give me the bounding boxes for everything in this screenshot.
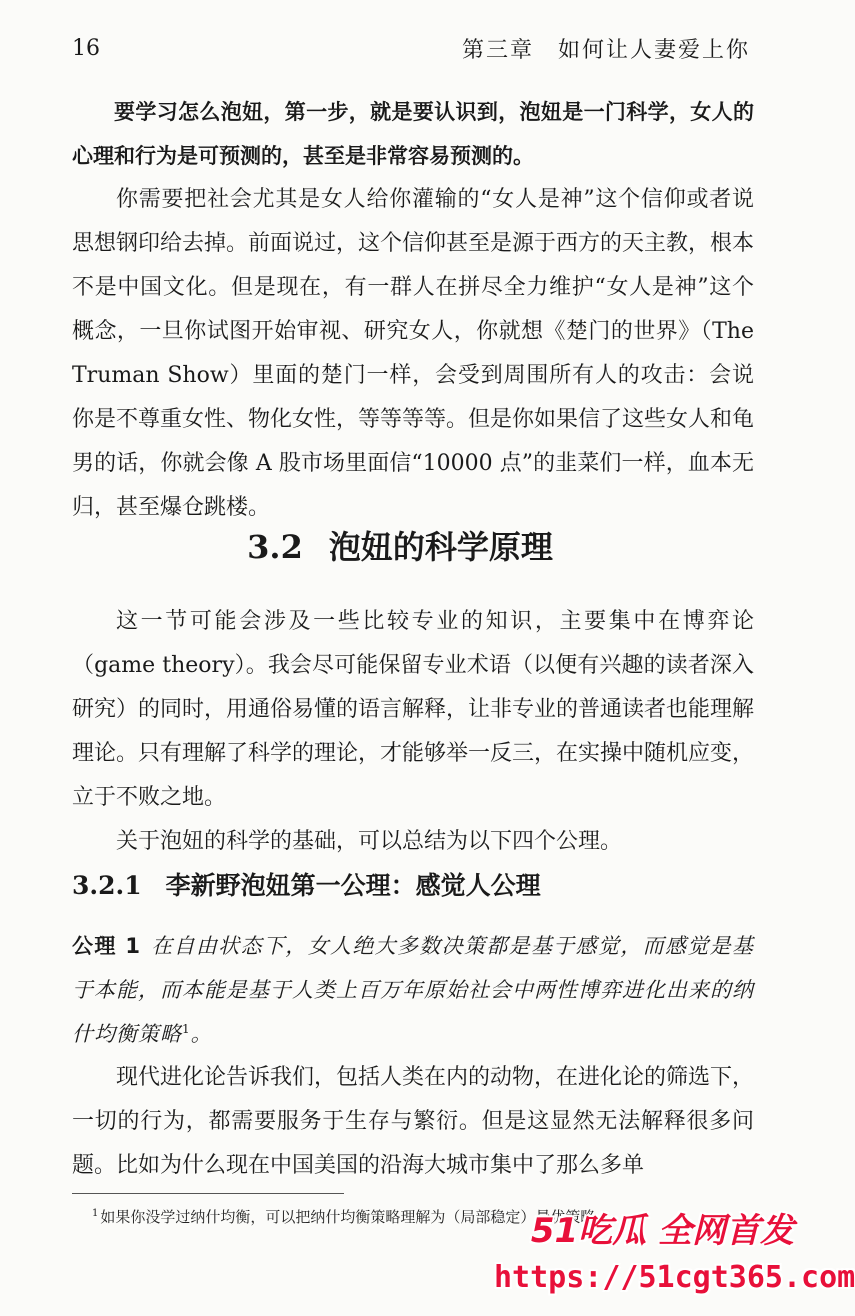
evolution-block xyxy=(72,1056,754,1188)
footnote-text: 如果你没学过纳什均衡，可以把纳什均衡策略理解为（局部稳定）最优策略。 xyxy=(100,1208,611,1226)
section-paragraph-1: 这一节可能会涉及一些比较专业的知识，主要集中在博弈论（game theory）。我会尽可能保留专业术语（以便有兴趣的读者深入研究）的同时，用通俗易懂的语言解释，让非专业的普通读者也能理解理论。只有理解了科学的理论，才能够举一反三，在实操中随机应变，立于不败之地。 xyxy=(72,609,755,810)
chapter-title: 第三章 如何让人妻爱上你 xyxy=(461,37,750,63)
intro-paragraph: 你需要把社会尤其是女人给你灌输的“女人是神”这个信仰或者说思想钢印给去掉。前面说过，这个信仰甚至是源于西方的天主教，根本不是中国文化。但是现在，有一群人在拼尽全力维护“女人是神”这个概念，一旦你试图开始审视、研究女人，你就想《楚门的世界》（The Truman Show）里面的楚门一样，会受到周围所有人的攻击：会说你是不尊重女性、物化女性，等等等等。但是你如果信了这些女人和龟男的话，你就会像 A 股市场里面信“10000 点”的韭菜们一样，血本无归，甚至爆仓跳楼。 xyxy=(72,187,755,520)
footnote-ref[interactable]: 1 xyxy=(182,1022,191,1036)
lead-paragraph: 要学习怎么泡妞，第一步，就是要认识到，泡妞是一门科学，女人的心理和行为是可预测的，甚至是非常容易预测的。 xyxy=(72,100,754,168)
subsection-number: 3.2.1 xyxy=(72,871,142,900)
section-number: 3.2 xyxy=(247,528,303,566)
running-header xyxy=(72,32,750,64)
axiom-block xyxy=(72,924,754,1056)
axiom-label: 公理 1 xyxy=(72,934,141,958)
watermark xyxy=(494,1208,855,1312)
subsection-title: 李新野泡妞第一公理：感觉人公理 xyxy=(165,871,541,900)
footnote-mark: 1 xyxy=(92,1208,99,1219)
footnote-rule xyxy=(72,1193,344,1194)
subsection-heading xyxy=(72,866,541,902)
section-title: 泡妞的科学原理 xyxy=(328,528,553,566)
section-body xyxy=(72,600,754,864)
watermark-url[interactable]: https://51cgt365.com xyxy=(494,1260,855,1295)
watermark-title: 51吃瓜 全网首发 xyxy=(530,1211,794,1251)
intro-block xyxy=(72,90,754,530)
page-number: 16 xyxy=(72,35,100,61)
section-paragraph-2: 关于泡妞的科学的基础，可以总结为以下四个公理。 xyxy=(116,829,623,854)
evolution-paragraph: 现代进化论告诉我们，包括人类在内的动物，在进化论的筛选下，一切的行为，都需要服务于生存与繁衍。但是这显然无法解释很多问题。比如为什么现在中国美国的沿海大城市集中了那么多单 xyxy=(72,1065,755,1178)
section-heading xyxy=(0,522,800,568)
axiom-paragraph xyxy=(72,924,754,1056)
axiom-text: 在自由状态下，女人绝大多数决策都是基于感觉，而感觉是基于本能，而本能是基于人类上百万年原始社会中两性博弈进化出来的纳什均衡策略 xyxy=(72,934,754,1046)
axiom-end: 。 xyxy=(190,1022,213,1046)
